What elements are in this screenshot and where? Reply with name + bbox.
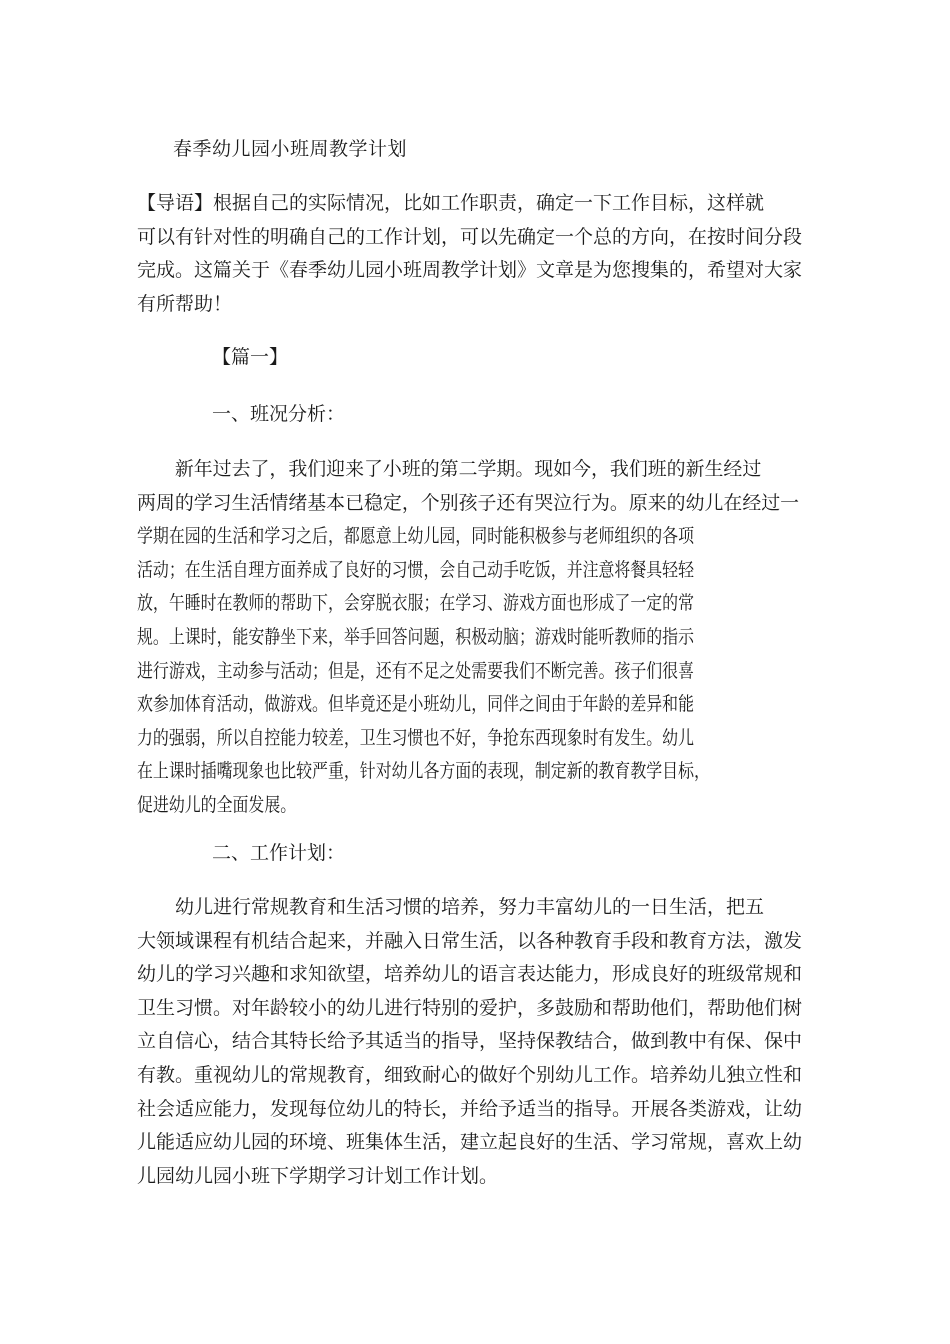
paragraph-line: 促进幼儿的全面发展。 [137,793,297,816]
paragraph-line: 在上课时插嘴现象也比较严重，针对幼儿各方面的表现，制定新的教育教学目标， [137,760,710,783]
paragraph-line: 幼儿进行常规教育和生活习惯的培养，努力丰富幼儿的一日生活，把五 [137,896,765,918]
work-plan-paragraph [137,891,802,1193]
paragraph-line: 有所帮助！ [137,292,233,315]
paragraph-line: 欢参加体育活动，做游戏。但毕竟还是小班幼儿，同伴之间由于年龄的差异和能 [137,693,695,716]
paragraph-line: 立自信心，结合其特长给予其适当的指导，坚持保教结合，做到教中有保、保中 [137,1030,803,1053]
paragraph-line: 卫生习惯。对年龄较小的幼儿进行特别的爱护，多鼓励和帮助他们，帮助他们树 [137,996,803,1019]
paragraph-line: 进行游戏，主动参与活动；但是，还有不足之处需要我们不断完善。孩子们很喜 [137,659,695,682]
paragraph-line: 有教。重视幼儿的常规教育，细致耐心的做好个别幼儿工作。培养幼儿独立性和 [137,1063,803,1086]
paragraph-line: 放，午睡时在教师的帮助下，会穿脱衣服；在学习、游戏方面也形成了一定的常 [137,592,695,615]
paragraph-line: 完成。这篇关于《春季幼儿园小班周教学计划》文章是为您搜集的，希望对大家 [137,259,803,282]
paragraph-line: 可以有针对性的明确自己的工作计划，可以先确定一个总的方向，在按时间分段 [137,225,803,248]
paragraph-line: 儿园幼儿园小班下学期学习计划工作计划。 [137,1164,499,1187]
class-analysis-paragraph [137,453,950,823]
paragraph-line: 【导语】根据自己的实际情况，比如工作职责，确定一下工作目标，这样就 [137,192,765,214]
paragraph-line: 儿能适应幼儿园的环境、班集体生活，建立起良好的生活、学习常规，喜欢上幼 [137,1131,803,1154]
paragraph-line: 力的强弱，所以自控能力较差，卫生习惯也不好，争抢东西现象时有发生。幼儿 [137,726,695,749]
document-title: 春季幼儿园小班周教学计划 [173,138,408,160]
section-label: 【篇一】 [212,346,289,368]
paragraph-line: 幼儿的学习兴趣和求知欲望，培养幼儿的语言表达能力，形成良好的班级常规和 [137,963,803,986]
paragraph-line: 规。上课时，能安静坐下来，举手回答问题，积极动脑；游戏时能听教师的指示 [137,625,695,648]
paragraph-line: 大领域课程有机结合起来，并融入日常生活，以各种教育手段和教育方法，激发 [137,929,803,952]
paragraph-line: 新年过去了，我们迎来了小班的第二学期。现如今，我们班的新生经过 [137,458,762,480]
paragraph-line: 活动；在生活自理方面养成了良好的习惯，会自己动手吃饭，并注意将餐具轻轻 [137,558,695,581]
paragraph-line: 社会适应能力，发现每位幼儿的特长，并给予适当的指导。开展各类游戏，让幼 [137,1097,803,1120]
section-heading-work-plan: 二、工作计划： [212,842,346,864]
intro-paragraph [137,187,802,321]
paragraph-line: 学期在园的生活和学习之后，都愿意上幼儿园，同时能积极参与老师组织的各项 [137,525,695,548]
paragraph-line: 两周的学习生活情绪基本已稳定，个别孩子还有哭泣行为。原来的幼儿在经过一 [137,491,800,514]
section-heading-class-analysis: 一、班况分析： [212,403,346,425]
